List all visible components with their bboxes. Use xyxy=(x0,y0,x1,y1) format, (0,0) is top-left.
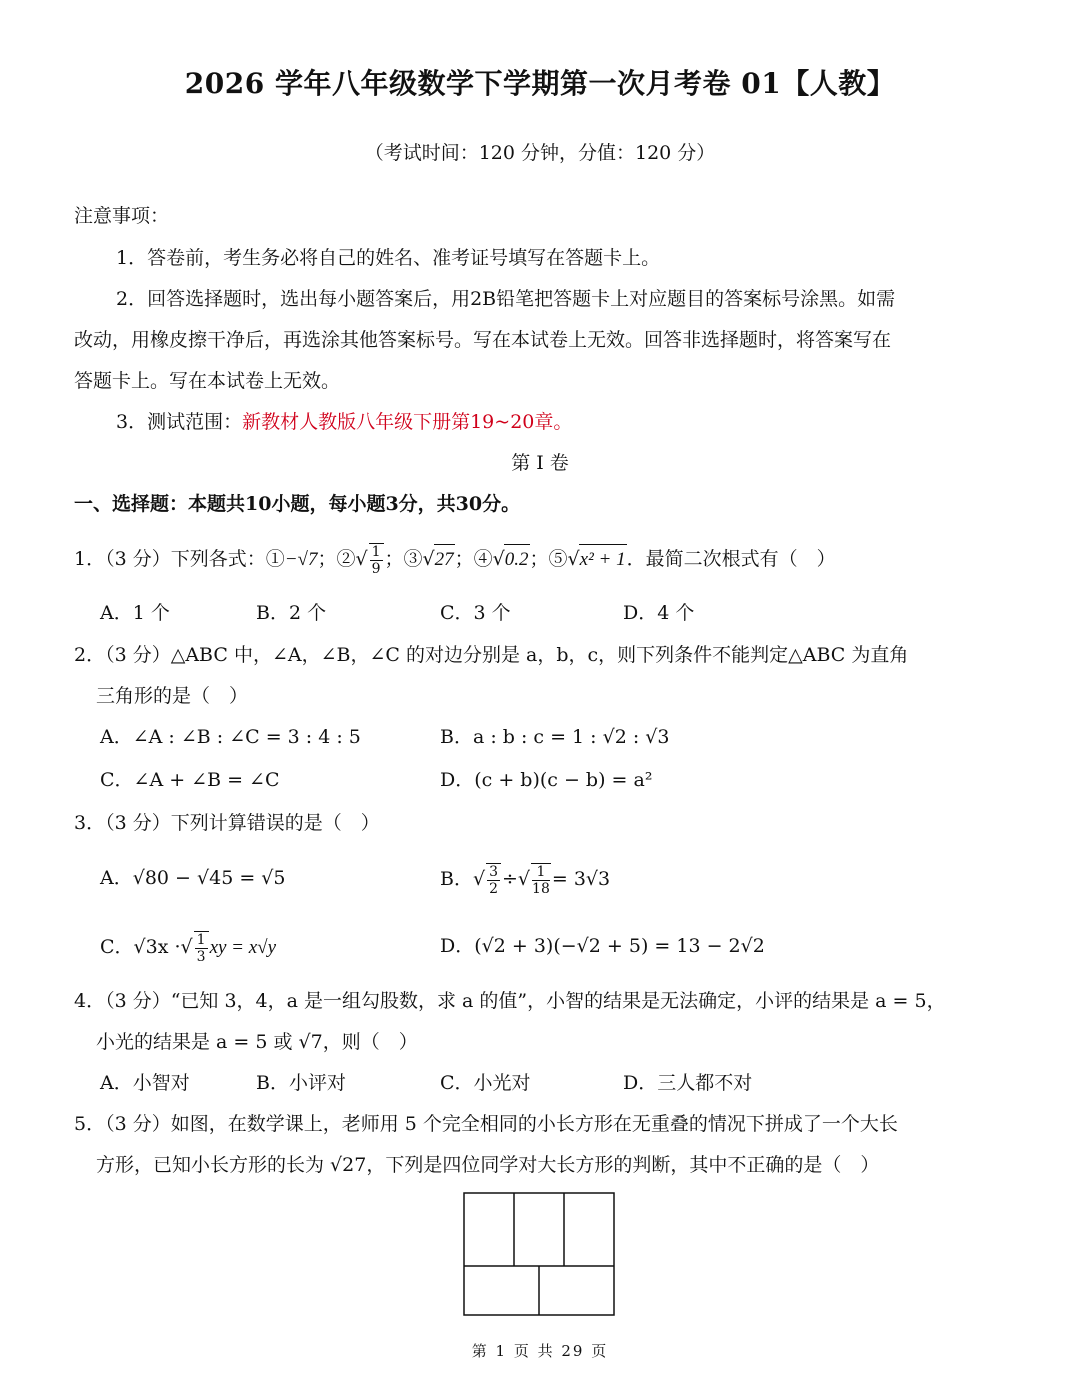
notice-heading: 注意事项： xyxy=(74,205,170,227)
q2-option-c[interactable]: C．∠A + ∠B = ∠C xyxy=(100,769,280,791)
q1-expr-4: 0.2 xyxy=(504,544,530,575)
page-footer: 第 1 页 共 29 页 xyxy=(471,1342,609,1360)
question-3-stem: 3．（3 分）下列计算错误的是（ ） xyxy=(74,812,380,834)
q1-option-d[interactable]: D．4 个 xyxy=(623,602,695,624)
volume-label: 第 I 卷 xyxy=(511,452,569,474)
q1-sep: ；③ xyxy=(384,548,423,570)
q1-suffix: ．最简二次根式有（ ） xyxy=(626,548,836,570)
sqrt-symbol: √ xyxy=(422,548,435,570)
test-range: 新教材人教版八年级下册第19~20章。 xyxy=(242,411,573,433)
sqrt-symbol: √ xyxy=(517,868,531,890)
q4-option-b[interactable]: B．小评对 xyxy=(256,1072,346,1094)
notice-item-2-line-3: 答题卡上。写在本试卷上无效。 xyxy=(74,370,341,392)
q4-option-c[interactable]: C．小光对 xyxy=(440,1072,531,1094)
sqrt-symbol: √ xyxy=(355,548,368,570)
q1-sep: ；② xyxy=(317,548,356,570)
question-4-line-2: 小光的结果是 a = 5 或 √7，则（ ） xyxy=(96,1031,418,1053)
q1-expr-3: 27 xyxy=(434,544,455,575)
sqrt-symbol: √ xyxy=(472,868,486,890)
q1-sep: ；⑤ xyxy=(529,548,568,570)
q4-option-d[interactable]: D．三人都不对 xyxy=(623,1072,753,1094)
question-2-line-2: 三角形的是（ ） xyxy=(96,685,249,707)
question-5-line-2: 方形，已知小长方形的长为 √27，下列是四位同学对大长方形的判断，其中不正确的是（ ） xyxy=(96,1154,880,1176)
exam-info: （考试时间：120 分钟，分值：120 分） xyxy=(364,142,716,164)
q3-option-d[interactable]: D．(√2 + 3)(−√2 + 5) = 13 − 2√2 xyxy=(440,935,765,957)
q4-option-a[interactable]: A．小智对 xyxy=(100,1072,190,1094)
q2-option-b[interactable]: B．a : b : c = 1 : √2 : √3 xyxy=(440,726,670,748)
question-4-line-1: 4．（3 分）“已知 3，4，a 是一组勾股数，求 a 的值”，小智的结果是无法确定，小评的结果是 a = 5， xyxy=(74,990,946,1012)
notice-item-3 xyxy=(116,407,572,437)
notice-item-2-line-2: 改动，用橡皮擦干净后，再选涂其他答案标号。写在本试卷上无效。回答非选择题时，将答案写在 xyxy=(74,329,892,351)
q3-option-c[interactable]: C．√3x ·√ $\frac{1}{3}$ xy = x√y xyxy=(100,932,277,965)
q1-option-a[interactable]: A．1 个 xyxy=(100,602,170,624)
notice-item-1: 1．答卷前，考生务必将自己的姓名、准考证号填写在答题卡上。 xyxy=(116,247,661,269)
question-5-line-1: 5．（3 分）如图，在数学课上，老师用 5 个完全相同的小长方形在无重叠的情况下拼成了一个大长 xyxy=(74,1113,898,1135)
q3-option-b[interactable]: B．√ $\frac{3}{2}$ ÷√ $\frac{1}{18}$ = 3√3 xyxy=(440,864,611,897)
question-1-stem xyxy=(74,543,836,577)
page-title: 2026 学年八年级数学下学期第一次月考卷 01【人教】 xyxy=(184,67,896,100)
q1-option-c[interactable]: C．3 个 xyxy=(440,602,511,624)
sqrt-symbol: √ xyxy=(567,548,580,570)
sqrt-symbol: √ xyxy=(180,936,193,958)
rectangle-figure xyxy=(463,1192,615,1316)
section-heading: 一、选择题：本题共10小题，每小题3分，共30分。 xyxy=(74,493,521,515)
q1-expr-1: −√7 xyxy=(284,549,318,570)
q3-option-a[interactable]: A．√80 − √45 = √5 xyxy=(100,867,286,889)
q1-expr-5: x² + 1 xyxy=(579,544,627,575)
q1-prefix: 1．（3 分）下列各式：① xyxy=(74,548,285,570)
q2-option-d[interactable]: D．(c + b)(c − b) = a² xyxy=(440,769,653,791)
q1-sep: ；④ xyxy=(454,548,493,570)
notice-item-3-prefix: 3．测试范围： xyxy=(116,411,243,433)
question-2-line-1: 2．（3 分）△ABC 中，∠A，∠B，∠C 的对边分别是 a，b，c，则下列条件不能判定△ABC 为直角 xyxy=(74,644,909,666)
q2-option-a[interactable]: A．∠A : ∠B : ∠C = 3 : 4 : 5 xyxy=(100,726,361,748)
q1-option-b[interactable]: B．2 个 xyxy=(256,602,327,624)
sqrt-symbol: √ xyxy=(492,548,505,570)
q1-expr-2: $\frac{1}{9}$ xyxy=(369,543,384,577)
notice-item-2-line-1: 2．回答选择题时，选出每小题答案后，用2B铅笔把答题卡上对应题目的答案标号涂黑。如需 xyxy=(116,288,896,310)
